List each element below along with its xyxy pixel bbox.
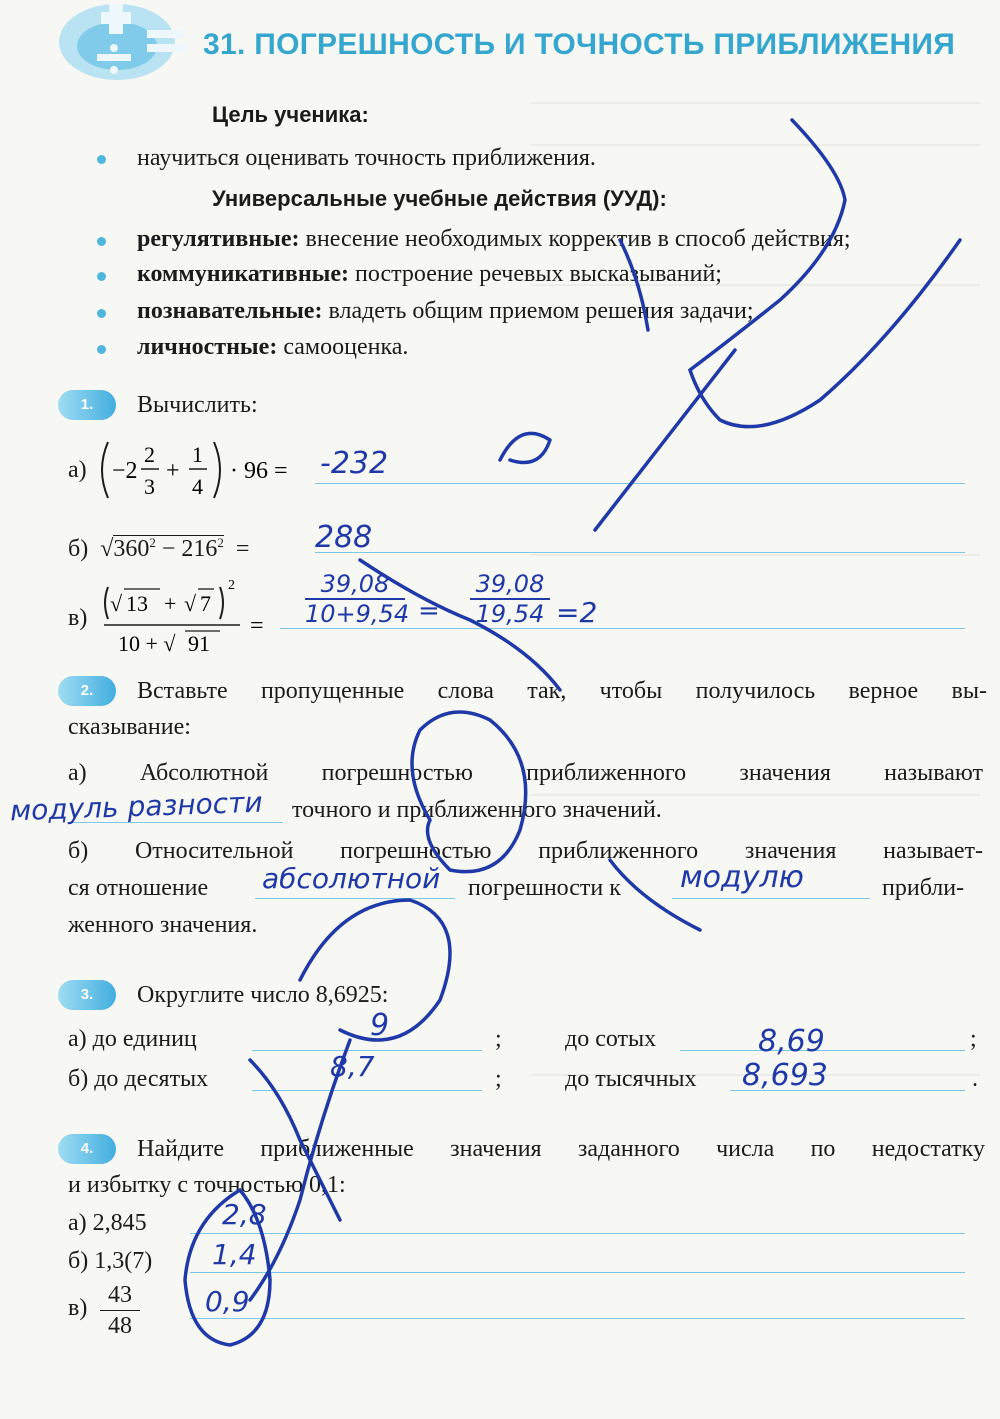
task1-a-expression [68,438,308,502]
answer-line [252,1090,482,1091]
svg-text:−2: −2 [112,458,138,484]
page-title: 31. ПОГРЕШНОСТЬ И ТОЧНОСТЬ ПРИБЛИЖЕНИЯ [203,28,956,61]
task1-prompt: Вычислить: [137,392,258,418]
end-mark: . [972,1066,978,1092]
task3-hundredths-label: до сотых [565,1026,657,1052]
task2-a-line1: а) Абсолютной погрешностью приближенного значения называют [68,760,983,786]
svg-text:13: 13 [126,591,148,616]
uud-item-text: владеть общим приемом решения задачи; [322,298,754,324]
task-number-badge: 1. [58,390,116,420]
task1-b-expression: б) $√360^2 - 216^2$ = [68,535,250,562]
svg-text:· 96 =: · 96 = [230,458,288,484]
svg-text:=: = [250,613,264,639]
task-number-badge: 2. [58,676,116,706]
numerator: 39,08 [305,570,405,600]
equals-sign: = [418,596,440,626]
denominator: 48 [108,1313,132,1339]
task2-a-answer: модуль разности [9,785,264,828]
bullet [97,237,106,246]
task-number-badge: 4. [58,1134,116,1164]
uud-item [137,224,851,254]
task4-c-label: в) [68,1295,88,1321]
task3-tenths-label: б) до десятых [68,1066,209,1092]
task4-c-answer: 0,9 [205,1285,250,1318]
bullet [97,272,106,281]
task3-hundredths-answer: 8,69 [758,1024,825,1059]
svg-text:√: √ [110,591,123,616]
goal-heading: Цель ученика: [212,102,369,127]
task-number-badge: 3. [58,980,116,1010]
answer-line [672,898,870,899]
bullet [97,345,106,354]
task4-b-label: б) 1,3(7) [68,1248,153,1274]
task4-a-label: а) 2,845 [68,1210,147,1236]
answer-line [190,1272,965,1273]
svg-text:+: + [166,458,180,484]
task2-b-mid: погрешности к [468,875,621,901]
uud-item-term: познавательные: [137,298,323,324]
item-label: а) [68,457,87,483]
svg-text:4: 4 [192,474,203,499]
task4-b-answer: 1,4 [212,1238,257,1271]
answer-line [255,898,455,899]
uud-item-text: самооценка. [277,334,409,360]
uud-item [137,296,754,326]
bullet [97,309,106,318]
task1-a-answer: -232 [320,446,389,481]
task4-a-answer: 2,8 [222,1198,267,1231]
svg-text:3: 3 [144,474,155,499]
answer-line [190,1233,965,1234]
item-label: в) [68,605,88,631]
svg-text:√: √ [184,591,197,616]
task4-prompt-line2: и избытку с точностью 0,1: [68,1172,346,1198]
task2-b-line3: женного значения. [68,912,258,938]
task3-units-label: а) до единиц [68,1026,197,1052]
numerator: 39,08 [470,570,550,600]
task1-c-result: =2 [556,596,598,629]
task2-b-start: ся отношение [68,875,209,901]
task2-prompt-line1: Вставьте пропущенные слова так, чтобы получилось верное вы- [137,678,987,704]
uud-item [137,332,408,362]
task4-prompt-line1: Найдите приближенные значения заданного числа по недостатку [137,1136,985,1162]
task1-c-fraction2 [470,570,550,628]
task2-b-end: прибли- [882,875,965,901]
svg-text:2: 2 [228,578,235,593]
task1-b-answer: 288 [315,520,373,555]
denominator: 19,54 [475,600,545,628]
answer-line [315,483,965,484]
svg-text:91: 91 [188,631,210,656]
separator: ; [970,1026,977,1052]
svg-text:+: + [164,591,177,616]
svg-text:7: 7 [200,591,211,616]
denominator: 10+9,54 [305,600,410,628]
item-label: б) [68,536,89,562]
task2-a-tail: точного и приближенного значений. [292,797,662,823]
svg-text:10 + √: 10 + √ [118,631,176,656]
uud-item-text: внесение необходимых корректив в способ действия; [299,226,851,252]
task2-b-line1: б) Относительной погрешностью приближенного значения называет- [68,838,983,864]
svg-text:1: 1 [192,442,203,467]
task2-b-answer2: модулю [680,860,804,895]
task4-c-fraction [100,1280,140,1341]
task2-b-answer1: абсолютной [262,862,441,895]
uud-item-text: построение речевых высказываний; [349,261,722,287]
task1-c-fraction1 [305,570,410,628]
task3-thousandths-label: до тысячных [565,1066,697,1092]
task1-c-expression [68,575,308,660]
uud-item-term: личностные: [137,334,278,360]
uud-item [137,259,722,289]
numerator: 43 [100,1280,140,1311]
answer-line [190,1318,965,1319]
goal-item: научиться оценивать точность приближения. [137,145,596,171]
task3-prompt: Округлите число 8,6925: [137,982,389,1008]
answer-line [280,628,965,629]
uud-heading: Универсальные учебные действия (УУД): [212,186,667,211]
bleed-through [520,95,990,1403]
bullet [97,155,106,164]
task2-prompt-line2: сказывание: [68,714,191,740]
task3-tenths-answer: 8,7 [330,1050,375,1083]
svg-text:2: 2 [144,442,155,467]
task3-thousandths-answer: 8,693 [742,1058,828,1093]
math-logo [55,0,195,90]
separator: ; [495,1066,502,1092]
uud-item-term: регулятивные: [137,226,300,252]
uud-item-term: коммуникативные: [137,261,350,287]
answer-line [315,552,965,553]
separator: ; [495,1026,502,1052]
task3-units-answer: 9 [370,1008,390,1043]
